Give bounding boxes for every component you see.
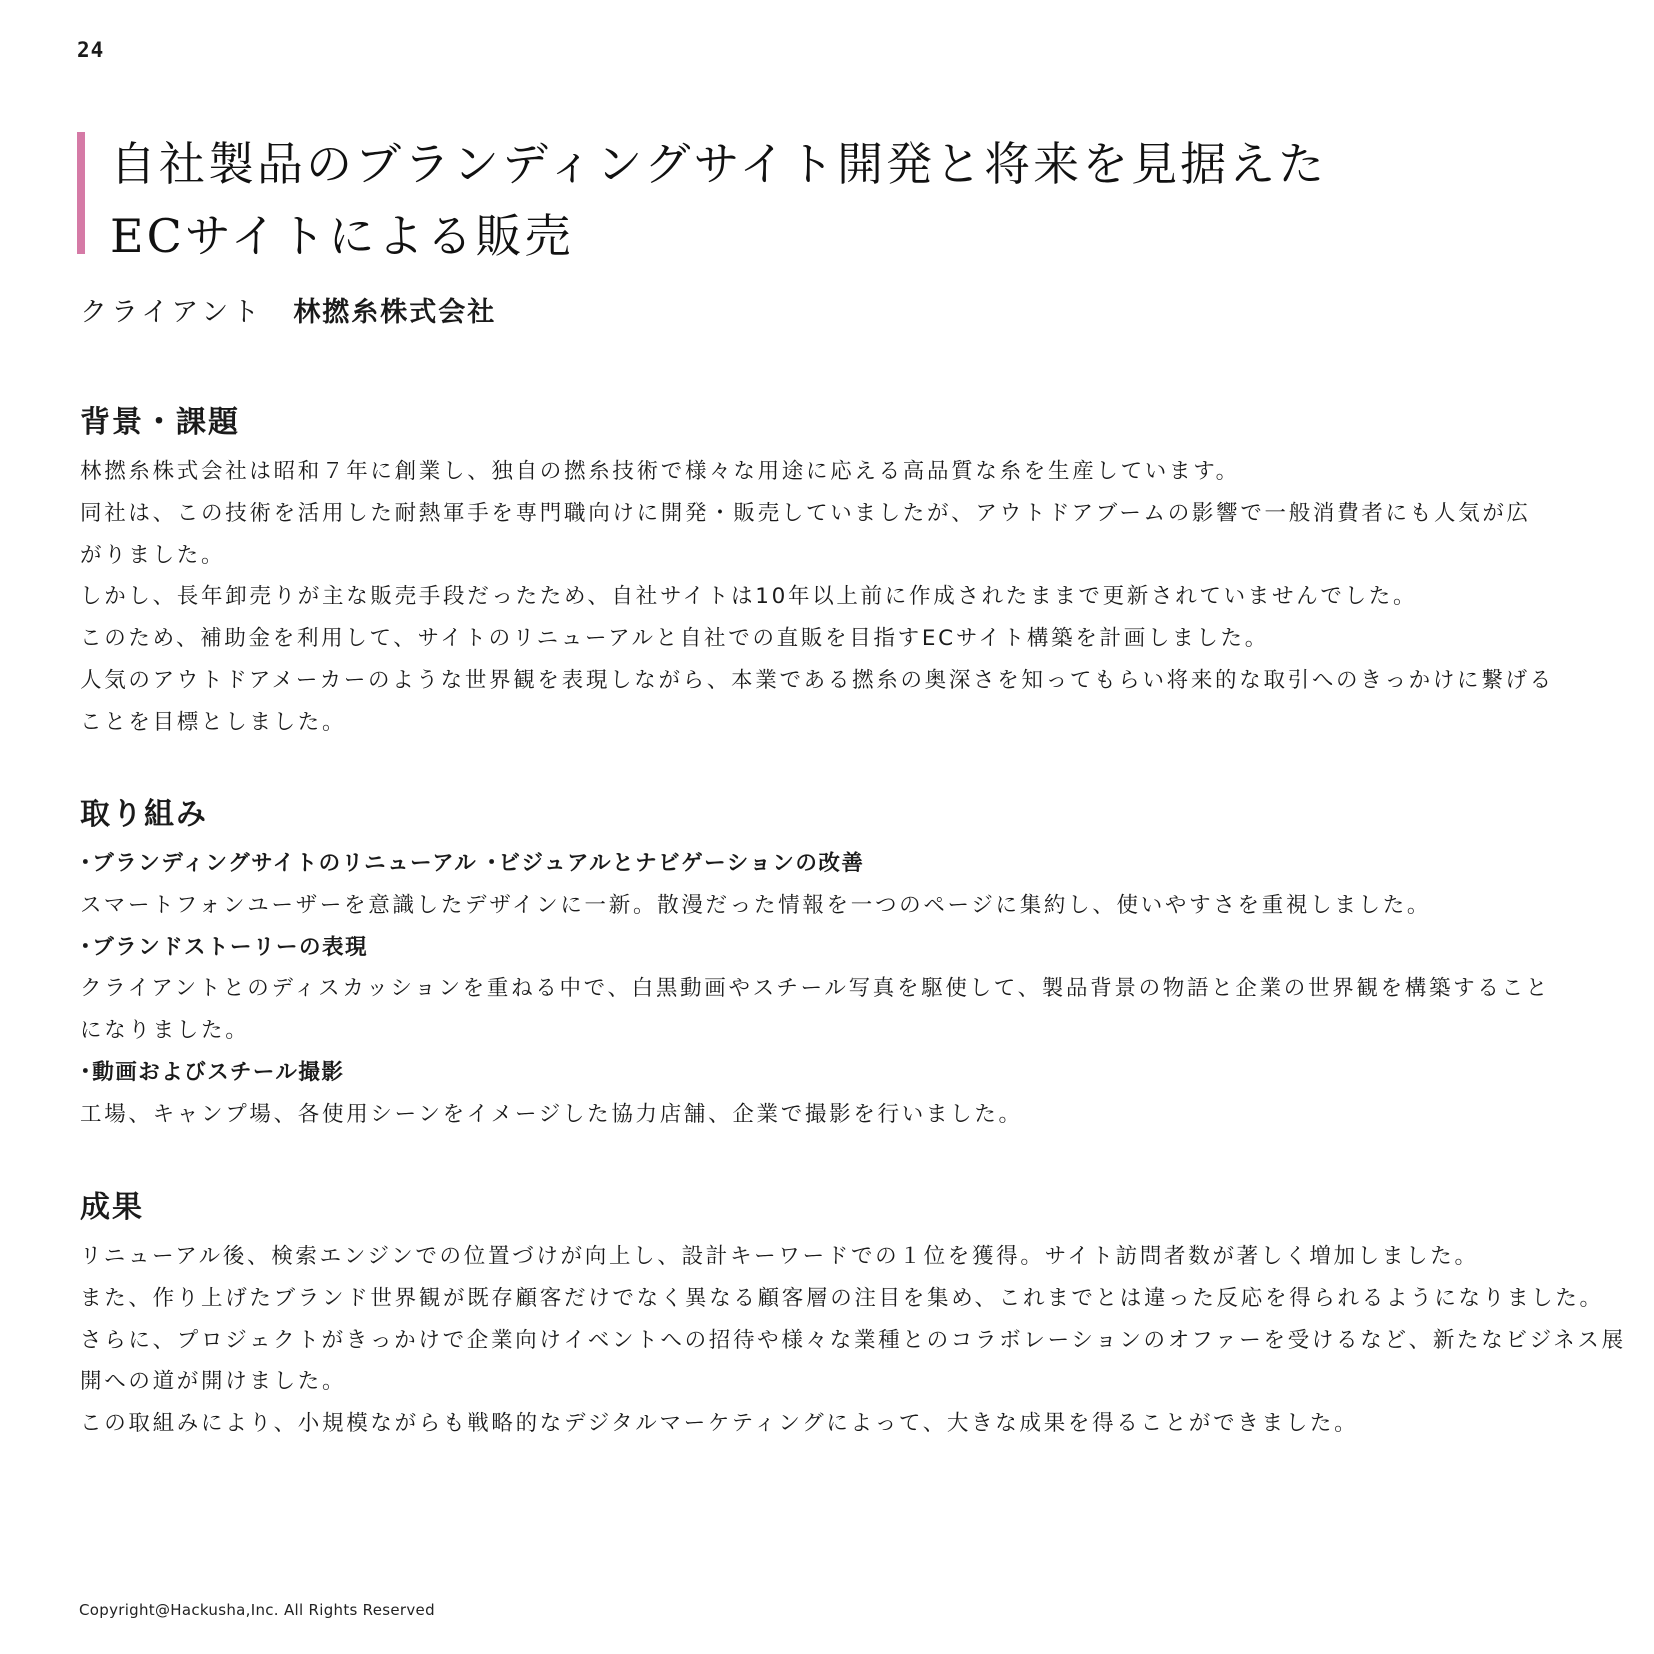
client-label: クライアント [80,297,264,328]
title-accent-bar [77,132,85,254]
text-line: また、作り上げたブランド世界観が既存顧客だけでなく異なる顧客層の注目を集め、これまでとは違った反応を得られるようになりました。 [80,1285,1604,1311]
section-body [80,451,1580,744]
text-line: このため、補助金を利用して、サイトのリニューアルと自社での直販を目指すECサイト構築を計画しました。 [80,626,1269,652]
page-title [110,128,1327,272]
title-line: 自社製品のブランディングサイト開発と将来を見据えた [110,137,1328,191]
client-info [80,290,496,329]
section-background [80,395,1580,744]
text-line: 人気のアウトドアメーカーのような世界観を表現しながら、本業である撚糸の奥深さを知ってもらい将来的な取引へのきっかけに繋げる [80,667,1554,693]
title-line: ECサイトによる販売 [110,209,574,263]
text-line: 開への道が開けました。 [80,1369,347,1395]
text-line: クライアントとのディスカッションを重ねる中で、白黒動画やスチール写真を駆使して、製品背景の物語と企業の世界観を構築すること [80,976,1550,1002]
client-name: 林撚糸株式会社 [293,297,497,328]
text-line: がりました。 [80,542,226,568]
subheading: ･ブランドストーリーの表現 [80,934,369,960]
copyright-footer: Copyright@Hackusha,Inc. All Rights Reserved [79,1601,435,1619]
subheading: ･ブランディングサイトのリニューアル ･ビジュアルとナビゲーションの改善 [80,851,865,876]
text-line: になりました。 [80,1018,250,1044]
section-results [80,1180,1626,1445]
section-heading: 背景・課題 [80,405,240,440]
text-line: 工場、キャンプ場、各使用シーンをイメージした協力店舗、企業で撮影を行いました。 [80,1101,1023,1127]
section-body [80,1236,1626,1445]
page-number: 24 [77,38,105,62]
text-line: しかし、長年卸売りが主な販売手段だったため、自社サイトは10年以上前に作成されたままで更新されていませんでした。 [80,584,1418,610]
text-line: さらに、プロジェクトがきっかけで企業向けイベントへの招待や様々な業種とのコラボレーションのオファーを受けるなど、新たなビジネス展 [80,1327,1626,1353]
text-line: この取組みにより、小規模ながらも戦略的なデジタルマーケティングによって、大きな成果を得ることができました。 [80,1411,1359,1437]
text-line: 同社は、この技術を活用した耐熱軍手を専門職向けに開発・販売していましたが、アウトドアブームの影響で一般消費者にも人気が広 [80,500,1531,526]
section-heading: 取り組み [80,797,208,832]
section-body [80,843,1580,1136]
text-line: 林撚糸株式会社は昭和７年に創業し、独自の撚糸技術で様々な用途に応える高品質な糸を生産しています。 [80,459,1240,484]
text-line: リニューアル後、検索エンジンでの位置づけが向上し、設計キーワードでの１位を獲得。サイト訪問者数が著しく増加しました。 [80,1244,1479,1269]
section-approach [80,787,1580,1136]
text-line: スマートフォンユーザーを意識したデザインに一新。散漫だった情報を一つのページに集約し、使いやすさを重視しました。 [80,892,1432,918]
text-line: ことを目標としました。 [80,709,347,735]
section-heading: 成果 [80,1190,144,1225]
subheading: ･動画およびスチール撮影 [80,1059,345,1085]
